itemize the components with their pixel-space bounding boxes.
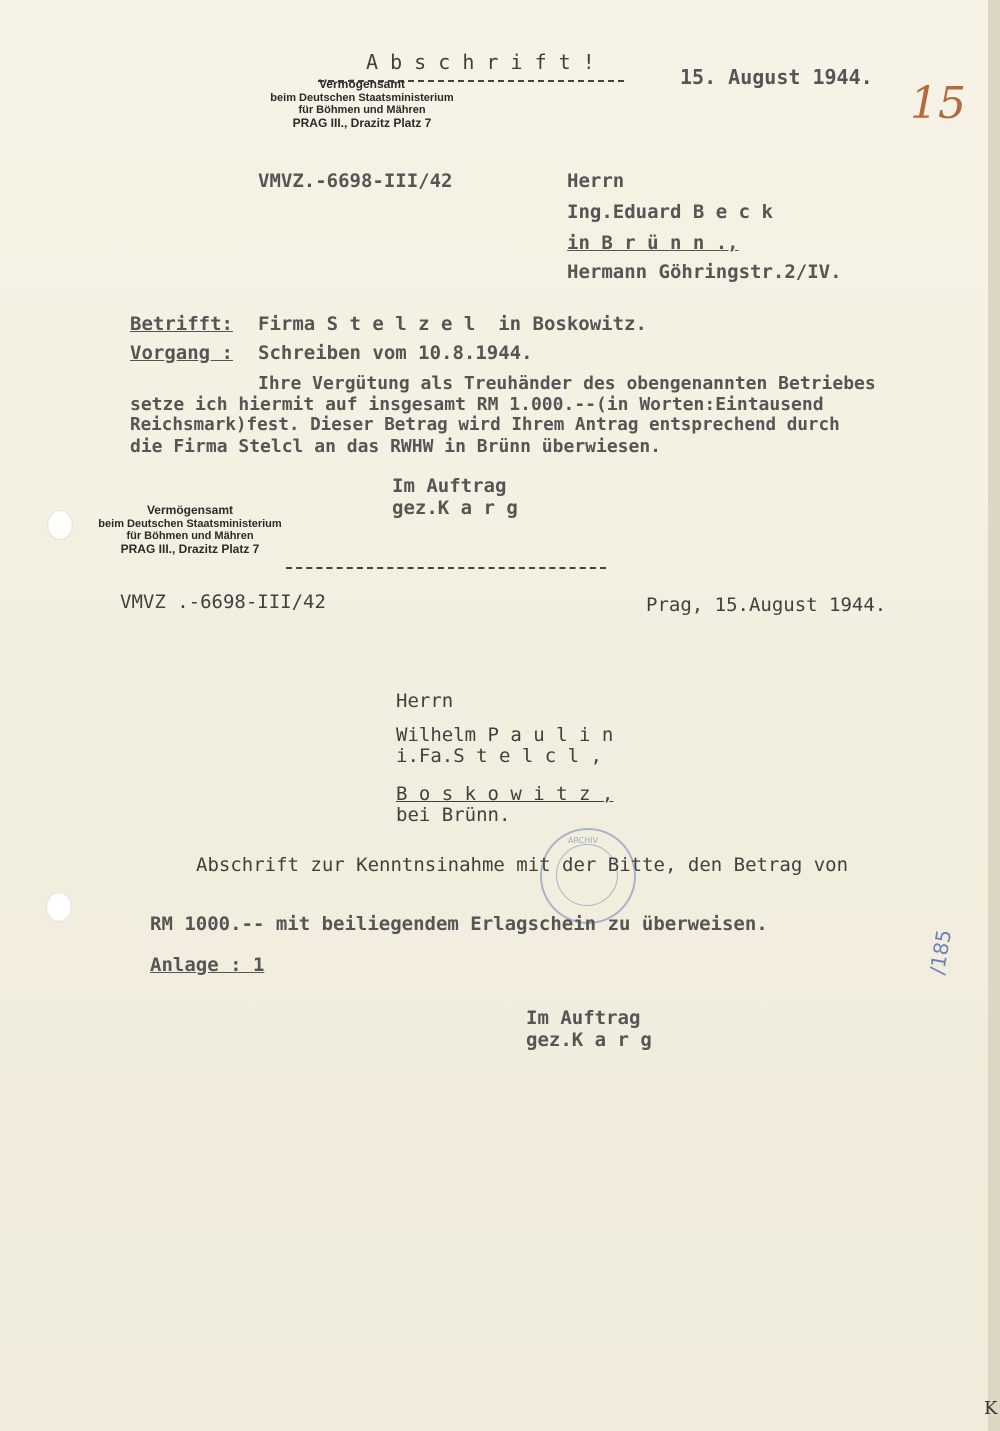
office-stamp-lower xyxy=(90,504,290,557)
letter1-body-line-1: Ihre Vergütung als Treuhänder des obengenannten Betriebes xyxy=(258,373,876,394)
letter2-recipient-company: i.Fa.S t e l c l , xyxy=(396,745,602,767)
letter2-recipient-name: Wilhelm P a u l i n xyxy=(396,724,614,746)
office-stamp-upper xyxy=(262,78,462,131)
punch-hole-upper xyxy=(47,510,73,540)
letter1-recipient-street: Hermann Göhringstr.2/IV. xyxy=(567,261,842,283)
letter1-body-line-2: setze ich hiermit auf insgesamt RM 1.000.--(in Worten:Eintausend xyxy=(130,394,824,415)
stamp-address: PRAG III., Drazitz Platz 7 xyxy=(292,116,432,131)
stamp-office-name: Vermögensamt xyxy=(318,77,406,91)
stamp-region: für Böhmen und Mähren xyxy=(298,104,426,117)
letter1-recipient-name: Ing.Eduard B e c k xyxy=(567,201,773,223)
proceeding-text: Schreiben vom 10.8.1944. xyxy=(258,342,533,364)
letter2-recipient-city: B o s k o w i t z , xyxy=(396,783,614,805)
stamp-region: für Böhmen und Mähren xyxy=(126,530,254,543)
letter2-signature-name: gez.K a r g xyxy=(526,1029,652,1051)
letter1-body-line-3: Reichsmark)fest. Dieser Betrag wird Ihrem Antrag entsprechend durch xyxy=(130,415,840,435)
letter2-recipient-salutation: Herrn xyxy=(396,690,454,712)
separator-rule xyxy=(286,567,606,569)
letter2-place-date: Prag, 15.August 1944. xyxy=(646,594,887,616)
letter2-reference: VMVZ .-6698-III/42 xyxy=(120,591,326,613)
copy-heading: A b s c h r i f t ! xyxy=(366,50,595,74)
letter2-signature-order: Im Auftrag xyxy=(526,1007,641,1029)
letter1-recipient-city: in B r ü n n ., xyxy=(567,232,739,254)
letter1-signature-name: gez.K a r g xyxy=(392,497,518,519)
letter2-body-line-2: RM 1000.-- mit beiliegendem Erlagschein zu überweisen. xyxy=(150,913,768,935)
letter2-body-line-1: Abschrift zur Kenntnsinahme mit der Bitte, den Betrag von xyxy=(196,854,849,876)
stamp-address: PRAG III., Drazitz Platz 7 xyxy=(120,542,260,557)
subject-label: Betrifft: xyxy=(130,313,233,335)
attachment-note: Anlage : 1 xyxy=(150,954,265,976)
stamp-office-name: Vermögensamt xyxy=(146,503,234,517)
letter1-recipient-salutation: Herrn xyxy=(567,170,625,192)
letter1-body-line-4: die Firma Stelcl an das RWHW in Brünn überwiesen. xyxy=(130,436,662,457)
stamp-ministry: beim Deutschen Staatsministerium xyxy=(98,517,282,530)
stamp-ministry: beim Deutschen Staatsministerium xyxy=(270,91,454,104)
letter1-reference: VMVZ.-6698-III/42 xyxy=(258,170,453,192)
proceeding-label: Vorgang : xyxy=(130,342,233,364)
letter1-signature-order: Im Auftrag xyxy=(392,475,507,497)
letter2-recipient-region: bei Brünn. xyxy=(396,804,511,826)
archive-seal: ARCHIV xyxy=(540,828,636,924)
subject-text: Firma S t e l z e l in Boskowitz. xyxy=(258,313,647,335)
punch-hole-lower xyxy=(46,892,72,922)
page-edge xyxy=(988,0,1000,1431)
corner-mark: K xyxy=(984,1398,998,1419)
pencil-page-number: 15 xyxy=(910,78,966,129)
archive-side-mark: /185 xyxy=(924,927,957,977)
top-date: 15. August 1944. xyxy=(680,65,873,89)
